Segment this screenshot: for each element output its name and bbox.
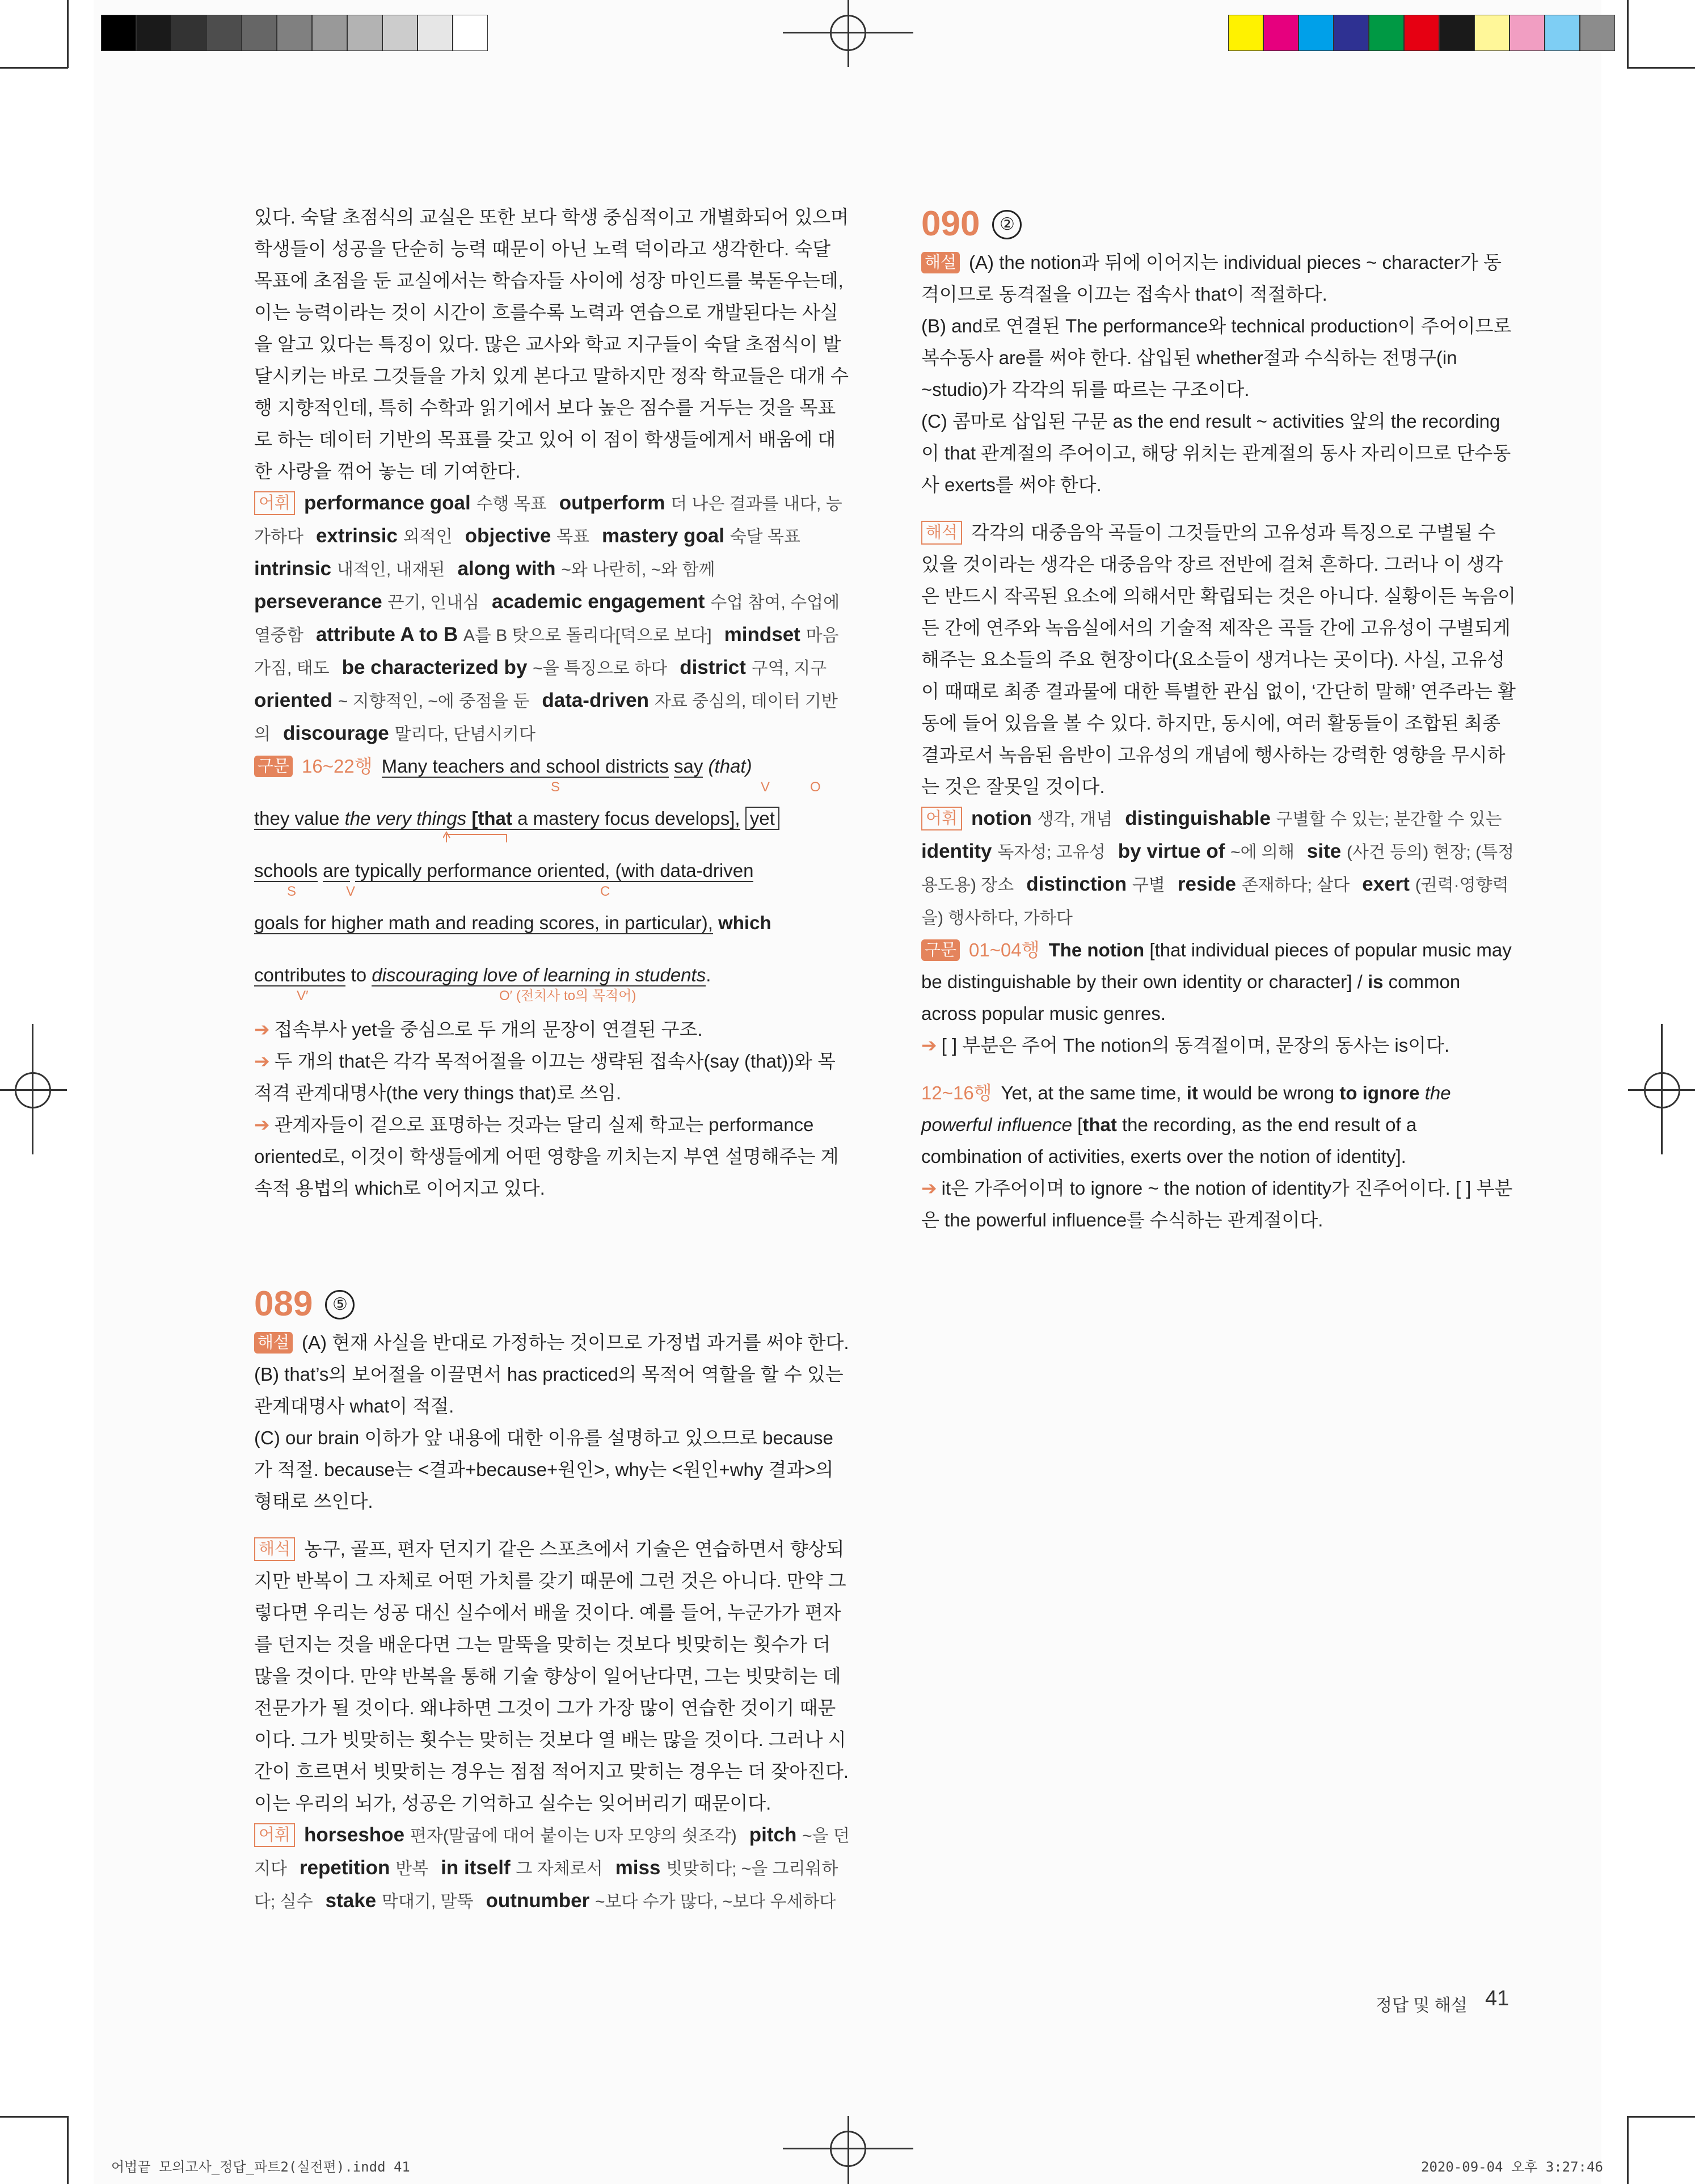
- verb-are: are: [323, 860, 350, 881]
- vocab-term: data-driven: [542, 689, 655, 711]
- vocab-term: distinguishable: [1125, 807, 1276, 829]
- syntax-tag: 구문: [254, 756, 293, 777]
- relative-which: which: [718, 912, 771, 933]
- process-swatch: [1439, 15, 1474, 51]
- vocab-block-089: [254, 1819, 850, 1918]
- vocab-term: outnumber: [486, 1890, 595, 1912]
- vocab-term: notion: [971, 807, 1038, 829]
- right-column: [921, 201, 1517, 1252]
- process-swatch: [1298, 15, 1334, 51]
- syntax-line-5: contributes to discouraging love of learning in students. V′ O′ (전치사 to의 목적어): [254, 964, 711, 1004]
- vocab-meaning: ~을 던지다: [254, 1827, 850, 1878]
- vocab-term: discourage: [282, 722, 395, 744]
- process-swatch: [1474, 15, 1510, 51]
- syntax-line-2: [254, 803, 850, 855]
- vocab-term: in itself: [441, 1857, 516, 1879]
- vocab-term: oriented: [254, 689, 338, 711]
- vocab-term: performance goal: [304, 492, 477, 514]
- vocab-meaning: 숙달 목표: [730, 528, 800, 546]
- explanation-tag: 해설: [254, 1332, 293, 1354]
- verb-contributes: contributes: [254, 964, 346, 985]
- label-s-2: S: [287, 884, 297, 899]
- vocab-meaning: 수업 참여, 수업에 열중함: [254, 593, 840, 645]
- vocab-term: attribute A to B: [315, 623, 463, 646]
- process-color-bar: [1228, 15, 1615, 51]
- goals-phrase: goals for higher math and reading scores, in particular),: [254, 912, 713, 933]
- label-c: C: [600, 884, 610, 899]
- gray-swatch: [347, 15, 382, 51]
- vocab-term: extrinsic: [315, 525, 403, 547]
- vocab-term: exert: [1362, 873, 1415, 895]
- translation-tag: 해석: [921, 521, 962, 545]
- syntax-line-4: [254, 907, 850, 959]
- arrow-right-icon: ➔: [921, 1178, 937, 1199]
- vocab-term: perseverance: [254, 591, 388, 613]
- vocab-meaning: 마음가짐, 태도: [254, 626, 839, 678]
- vocab-term: be characterized by: [341, 656, 533, 678]
- vocab-term: identity: [921, 840, 998, 862]
- gray-swatch: [312, 15, 347, 51]
- arrow-right-icon: ➔: [254, 1019, 270, 1040]
- vocab-meaning: 생각, 개념: [1037, 810, 1113, 829]
- vocab-meaning: 구별할 수 있는; 분간할 수 있는: [1276, 810, 1502, 829]
- vocab-term: reside: [1177, 873, 1242, 895]
- arrow-right-icon: ➔: [921, 1035, 937, 1056]
- conjunction-yet-box: yet: [745, 807, 779, 830]
- grayscale-color-bar: [101, 15, 488, 51]
- vocab-meaning: 끈기, 인내심: [387, 593, 480, 612]
- process-swatch: [1580, 15, 1615, 51]
- gray-swatch: [171, 15, 206, 51]
- gray-swatch: [242, 15, 277, 51]
- note-item: ➔ 두 개의 that은 각각 목적어절을 이끄는 생략된 접속사(say (that))와 목적격 관계대명사(the very things that)로 쓰임.: [254, 1051, 836, 1103]
- process-swatch: [1545, 15, 1580, 51]
- page-number: 41: [1485, 1987, 1510, 2010]
- translation-089: 해석 농구, 골프, 편자 던지기 같은 스포츠에서 기술은 연습하면서 향상되지만 반복이 그 자체로 어떤 가치를 갖기 때문에 그런 것은 아니다. 만약 그렇다면 우리는 성공 대신 실수에서 배울 것이다. 예를 들어, 누군가가 편자를 던지는 것을 배운다면 그는 말뚝을 맞히는 것보다 빗맞히는 횟수가 더 많을 것이다. 만약 반복을 통해 기술 향상이 일어난다면, 그는 빗맞히는 데 전문가가 될 것이다. 왜냐하면 그것이 그가 가장 많이 연습한 것이기 때문이다. 그가 빗맞히는 횟수는 맞히는 것보다 열 배는 많을 것이다. 그러나 시간이 흐르면서 빗맞히는 경우는 점점 적어지고 맞히는 경우는 더 잦아진다. 이는 우리의 뇌가, 성공은 기억하고 실수는 잊어버리기 때문이다.: [254, 1538, 849, 1814]
- vocab-term: academic engagement: [492, 591, 711, 613]
- vocab-meaning: 더 나은 결과를 내다, 능가하다: [254, 495, 842, 546]
- vocab-term: district: [680, 656, 752, 678]
- omitted-that: (that): [708, 756, 752, 777]
- vocab-meaning: 수행 목표: [476, 495, 547, 513]
- vocab-meaning: 자료 중심의, 데이터 기반의: [254, 692, 838, 744]
- vocab-meaning: ~ 지향적인, ~에 중점을 둔: [338, 692, 530, 711]
- complement-phrase: typically performance oriented, (with data-driven: [355, 860, 754, 881]
- vocab-tag: 어휘: [921, 807, 962, 830]
- label-o-prime: O′ (전치사 to의 목적어): [499, 988, 636, 1004]
- question-089-header: [254, 1281, 850, 1327]
- vocab-term: site: [1306, 840, 1347, 862]
- vocab-meaning: 막대기, 말뚝: [381, 1892, 474, 1911]
- left-column: [254, 201, 850, 1918]
- translation-continued: 있다. 숙달 초점식의 교실은 또한 보다 학생 중심적이고 개별화되어 있으며 학생들이 성공을 단순히 능력 때문이 아닌 노력 덕이라고 생각한다. 숙달 목표에 초점을 둔 교실에서는 학습자들 사이에 성장 마인드를 북돋우는데, 이는 능력이라는 것이 시간이 흐를수록 노력과 연습으로 개발된다는 사실을 알고 있다는 특징이 있다. 많은 교사와 학교 지구들이 숙달 초점식이 발달시키는 바로 그것들을 가치 있게 본다고 말하지만 정작 학교들은 대개 수행 지향적인데, 특히 수학과 읽기에서 보다 높은 점수를 거두는 것을 목표로 하는 데이터 기반의 목표를 갖고 있어 이 점이 학생들에게서 배움에 대한 사랑을 꺾어 놓는 데 기여한다.: [254, 206, 849, 482]
- vocab-term: distinction: [1026, 873, 1132, 895]
- vocab-term: stake: [325, 1890, 382, 1912]
- vocab-meaning: 그 자체로서: [516, 1860, 603, 1878]
- note-item: ➔ 관계자들이 겉으로 표명하는 것과는 달리 실제 학교는 performance oriented로, 이것이 학생들에게 어떤 영향을 끼치는지 부연 설명해주는 계속적 용법의 which로 이어지고 있다.: [254, 1114, 839, 1199]
- translation-090: 해석 각각의 대중음악 곡들이 그것들만의 고유성과 특징으로 구별될 수 있을 것이라는 생각은 대중음악 장르 전반에 걸쳐 흔하다. 그러나 이 생각은 반드시 작곡된 요소에 의해서만 확립되는 것은 아니다. 실황이든 녹음이든 간에 연주와 녹음실에서의 기술적 제작은 곡들 간에 고유성이 구별되게 해주는 요소들의 주요 현장이다(요소들이 생겨나는 곳이다). 사실, 고유성이 때때로 최종 결과물에 대한 특별한 관심 없이, ‘간단히 말해’ 연주라는 활동에 들어 있음을 볼 수 있다. 하지만, 동시에, 여러 활동들이 조합된 최종 결과로서 녹음된 음반이 고유성의 개념에 행사하는 강력한 영향을 무시하는 것은 잘못일 것이다.: [921, 522, 1516, 797]
- vocab-term: outperform: [559, 492, 671, 514]
- vocab-term: along with: [457, 558, 562, 580]
- vocab-term: repetition: [299, 1857, 396, 1879]
- vocab-meaning: 존재하다; 살다: [1241, 876, 1350, 895]
- vocab-meaning: 구별: [1132, 876, 1165, 895]
- vocab-block-090: [921, 803, 1517, 934]
- vocab-block-088: [254, 487, 850, 751]
- gray-swatch: [453, 15, 488, 51]
- note-item: ➔ [ ] 부분은 주어 The notion의 동격절이며, 문장의 동사는 is이다.: [921, 1035, 1450, 1056]
- note-item: ➔ 접속부사 yet을 중심으로 두 개의 문장이 연결된 구조.: [254, 1019, 703, 1040]
- explanation-089: 해설 (A) 현재 사실을 반대로 가정하는 것이므로 가정법 과거를 써야 한다. (B) that’s의 보어절을 이끌면서 has practiced의 목적어 역할을 할 수 있는 관계대명사 what이 적절. (C) our brain 이하가 앞 내용에 대한 이유를 설명하고 있으므로 because가 적절. because는 <결과+because+원인>, why는 <원인+why 결과>의 형태로 쓰인다.: [254, 1332, 849, 1512]
- vocab-meaning: 내적인, 내재된: [336, 560, 445, 579]
- explanation-090: 해설 (A) the notion과 뒤에 이어지는 individual pieces ~ character가 동격이므로 동격절을 이끄는 접속사 that이 적절하다. (B) and로 연결된 The performance와 technical production이 주어이므로 복수동사 are를 써야 한다. 삽입된 whether절과 수식하는 전명구(in ~studio)가 각각의 뒤를 따르는 구조이다. (C) 콤마로 삽입된 구문 as the end result ~ activities 앞의 the recording이 that 관계절의 주어이고, 해당 위치는 관계절의 동사 자리이므로 단수동사 exerts를 써야 한다.: [921, 252, 1512, 495]
- syntax-tag: 구문: [921, 939, 960, 961]
- arrow-right-icon: ➔: [254, 1051, 270, 1072]
- answer-badge: ②: [992, 210, 1022, 239]
- label-s-1: S: [551, 779, 560, 795]
- vocab-meaning: (권력·영향력을) 행사하다, 가하다: [921, 876, 1509, 927]
- vocab-meaning: 편자(말굽에 대어 붙이는 U자 모양의 쇳조각): [410, 1827, 737, 1845]
- footer-filename: 어법끝 모의고사_정답_파트2(실전편).indd 41: [111, 2159, 410, 2175]
- vocab-meaning: 구역, 지구: [751, 659, 827, 678]
- vocab-tag: 어휘: [254, 491, 295, 515]
- note-item: ➔ it은 가주어이며 to ignore ~ the notion of identity가 진주어이다. [ ] 부분은 the powerful influence를 수식하는 관계절이다.: [921, 1178, 1513, 1230]
- gray-swatch: [418, 15, 453, 51]
- gray-swatch: [382, 15, 418, 51]
- syntax-line-1: [254, 751, 850, 803]
- vocab-term: mastery goal: [602, 525, 730, 547]
- verb-say: say: [674, 756, 703, 777]
- gray-swatch: [136, 15, 171, 51]
- vocab-meaning: ~보다 수가 많다, ~보다 우세하다: [594, 1892, 836, 1911]
- question-number: 089: [254, 1284, 313, 1323]
- syntax-line-range: 01~04행: [969, 939, 1040, 960]
- vocab-term: mindset: [724, 623, 806, 646]
- process-swatch: [1228, 15, 1263, 51]
- vocab-meaning: (사건 등의) 현장; (특정 용도용) 장소: [921, 843, 1515, 895]
- subject-schools: schools: [254, 860, 318, 881]
- vocab-term: miss: [615, 1857, 667, 1879]
- footer-timestamp: 2020-09-04 오후 3:27:46: [1421, 2159, 1603, 2175]
- process-swatch: [1510, 15, 1545, 51]
- vocab-term: by virtue of: [1118, 840, 1231, 862]
- vocab-term: intrinsic: [254, 558, 337, 580]
- syntax-line-range: 16~22행: [302, 756, 373, 777]
- arrow-right-icon: ➔: [254, 1114, 270, 1135]
- vocab-meaning: 빗맞히다; ~을 그리워하다; 실수: [254, 1860, 838, 1911]
- syntax-line-range: 12~16행: [921, 1082, 992, 1103]
- answer-badge: ⑤: [325, 1290, 355, 1319]
- explanation-tag: 해설: [921, 252, 960, 273]
- preposition-to: to: [351, 964, 367, 985]
- label-v-prime: V′: [297, 988, 309, 1004]
- vocab-term: pitch: [749, 1824, 803, 1846]
- vocab-meaning: 외적인: [403, 528, 453, 546]
- vocab-meaning: 반복: [395, 1860, 429, 1878]
- vocab-meaning: ~와 나란히, ~와 함께: [561, 560, 715, 579]
- process-swatch: [1334, 15, 1369, 51]
- gray-swatch: [206, 15, 242, 51]
- vocab-meaning: 독자성; 고유성: [997, 843, 1106, 862]
- relative-arrow: [443, 829, 511, 845]
- gerund-object: discouraging love of learning in students: [372, 964, 706, 985]
- question-090-header: [921, 201, 1517, 247]
- syntax-analysis-090-2: 12~16행 Yet, at the same time, it would be wrong to ignore the powerful influence [that the recording, as the end result of a combination of activities, exerts over the notion of identity]. ➔ it은 가주어이며 to ignore ~ the notion of identity가 진주어이다. [ ] 부분은 the powerful influence를 수식하는 관계절이다.: [921, 1077, 1517, 1236]
- vocab-meaning: ~에 의해: [1230, 843, 1295, 862]
- vocab-meaning: 목표: [556, 528, 590, 546]
- label-v-1: V: [761, 779, 770, 795]
- gray-swatch: [277, 15, 312, 51]
- page-label: 정답 및 해설: [1376, 1996, 1468, 2015]
- vocab-meaning: ~을 특징으로 하다: [533, 659, 668, 678]
- translation-tag: 해석: [254, 1537, 295, 1561]
- process-swatch: [1404, 15, 1439, 51]
- clause-they-value: they value the very things [that a mastery focus develops],: [254, 808, 740, 829]
- syntax-notes-088: [254, 1014, 850, 1204]
- process-swatch: [1263, 15, 1298, 51]
- label-v-2: V: [346, 884, 356, 899]
- vocab-term: objective: [465, 525, 557, 547]
- subject-phrase: Many teachers and school districts: [381, 756, 669, 777]
- syntax-analysis-090-1: 구문 01~04행 The notion [that individual pieces of popular music may be distinguishable by their own identity or character] / is common across popular music genres. ➔ [ ] 부분은 주어 The notion의 동격절이며, 문장의 동사는 is이다.: [921, 934, 1517, 1061]
- syntax-line-3: [254, 855, 850, 907]
- question-number: 090: [921, 204, 980, 243]
- vocab-meaning: 말리다, 단념시키다: [394, 725, 536, 744]
- label-o-1: O: [810, 779, 821, 795]
- vocab-meaning: A를 B 탓으로 돌리다[덕으로 보다]: [463, 626, 712, 645]
- vocab-term: horseshoe: [304, 1824, 410, 1846]
- syntax-analysis-088: [254, 751, 850, 1011]
- process-swatch: [1369, 15, 1404, 51]
- gray-swatch: [101, 15, 136, 51]
- vocab-tag: 어휘: [254, 1823, 295, 1847]
